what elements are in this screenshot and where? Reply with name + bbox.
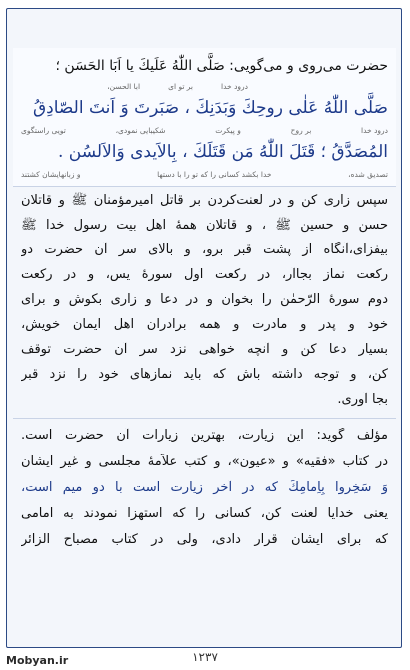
ziyarat-gloss-2: درود خدا بر روح و پیکرت شکیبایی نمودی، تویی راستگوی	[21, 126, 388, 135]
ziyarat-line-2: صَلَّى اللّٰهُ عَلٰى روحِكَ وَبَدَنِكَ ، صَبَرتَ وَ اَنتَ الصّادِقُ	[32, 98, 388, 118]
site-brand[interactable]: Mobyan.ir	[6, 654, 69, 667]
text-line: که برای ایشان قرار دادی، ولی در کتاب مصباح الزائر	[21, 532, 388, 547]
ziyarat-gloss-3: تصدیق شده، خدا بکشد کسانی را که تو را با دستها و زبانهایشان کشتند	[21, 170, 388, 179]
text-line: کن، و توجه داشته باش که باید نمازهای خود را نزد قبر	[21, 367, 388, 382]
text-line: بسیار دعا کن و آنچه خواهی نزد سر آن حضرت توقف	[21, 342, 388, 357]
text-line: بیفزای،آنگاه از پشت قبر برو، و بالای سر آن حضرت دو	[21, 242, 388, 257]
text-line: حسن و حسین ﷺ ، و قاتلان همهٔ اهل بیت رسول خدا ﷺ	[21, 218, 388, 233]
text-line: سپس زاری کن و در لعنت‌کردن بر قاتل امیرمؤمنان ﷺ و قاتلان	[21, 193, 388, 208]
text-line: وَ سَخِروا بِاِمامِكَ که در آخر زیارت است با دو میم است،	[21, 480, 388, 495]
paragraph-separator	[13, 418, 396, 419]
text-line: در کتاب «فقیه» و «عیون»، و کتب علاّمهٔ مجلسی و غیر ایشان	[21, 454, 388, 469]
text-line: رکعت نماز بجاآر، در رکعت اول سورهٔ یس، و در رکعت	[21, 267, 388, 282]
ziyarat-line-1: حضرت می‌روی و می‌گویی: صَلَّى اللّٰهُ عَلَيكَ يا اَبَا الحَسَن ؛	[55, 58, 388, 74]
text-line: دوم سورهٔ الرّحمٰن را بخوان و در دعا و زاری بکوش و برای	[21, 292, 388, 307]
text-line: خود و پدر و مادرت و همه برادران اهل ایمان خویش،	[21, 317, 388, 332]
text-line: یعنی خدایا لعنت کن، کسانی را که استهزا نمودند به امامی	[21, 506, 388, 521]
ziyarat-text-box	[13, 48, 396, 187]
page-number: ۱۲۳۷	[192, 650, 218, 664]
ziyarat-line-3: المُصَدَّقُ ؛ قَتَلَ اللّٰهُ مَن قَتَلَكَ ، بِالاَيدى وَالاَلسُن .	[57, 142, 388, 162]
text-line: مؤلّف گوید: این زیارت، بهترین زیارات آن حضرت است.	[21, 428, 388, 443]
commentary-text	[13, 190, 396, 630]
text-line: بجا آوری.	[337, 392, 388, 407]
ziyarat-gloss-1: درود خدا بر تو ای ابا الحسن،	[107, 82, 248, 91]
